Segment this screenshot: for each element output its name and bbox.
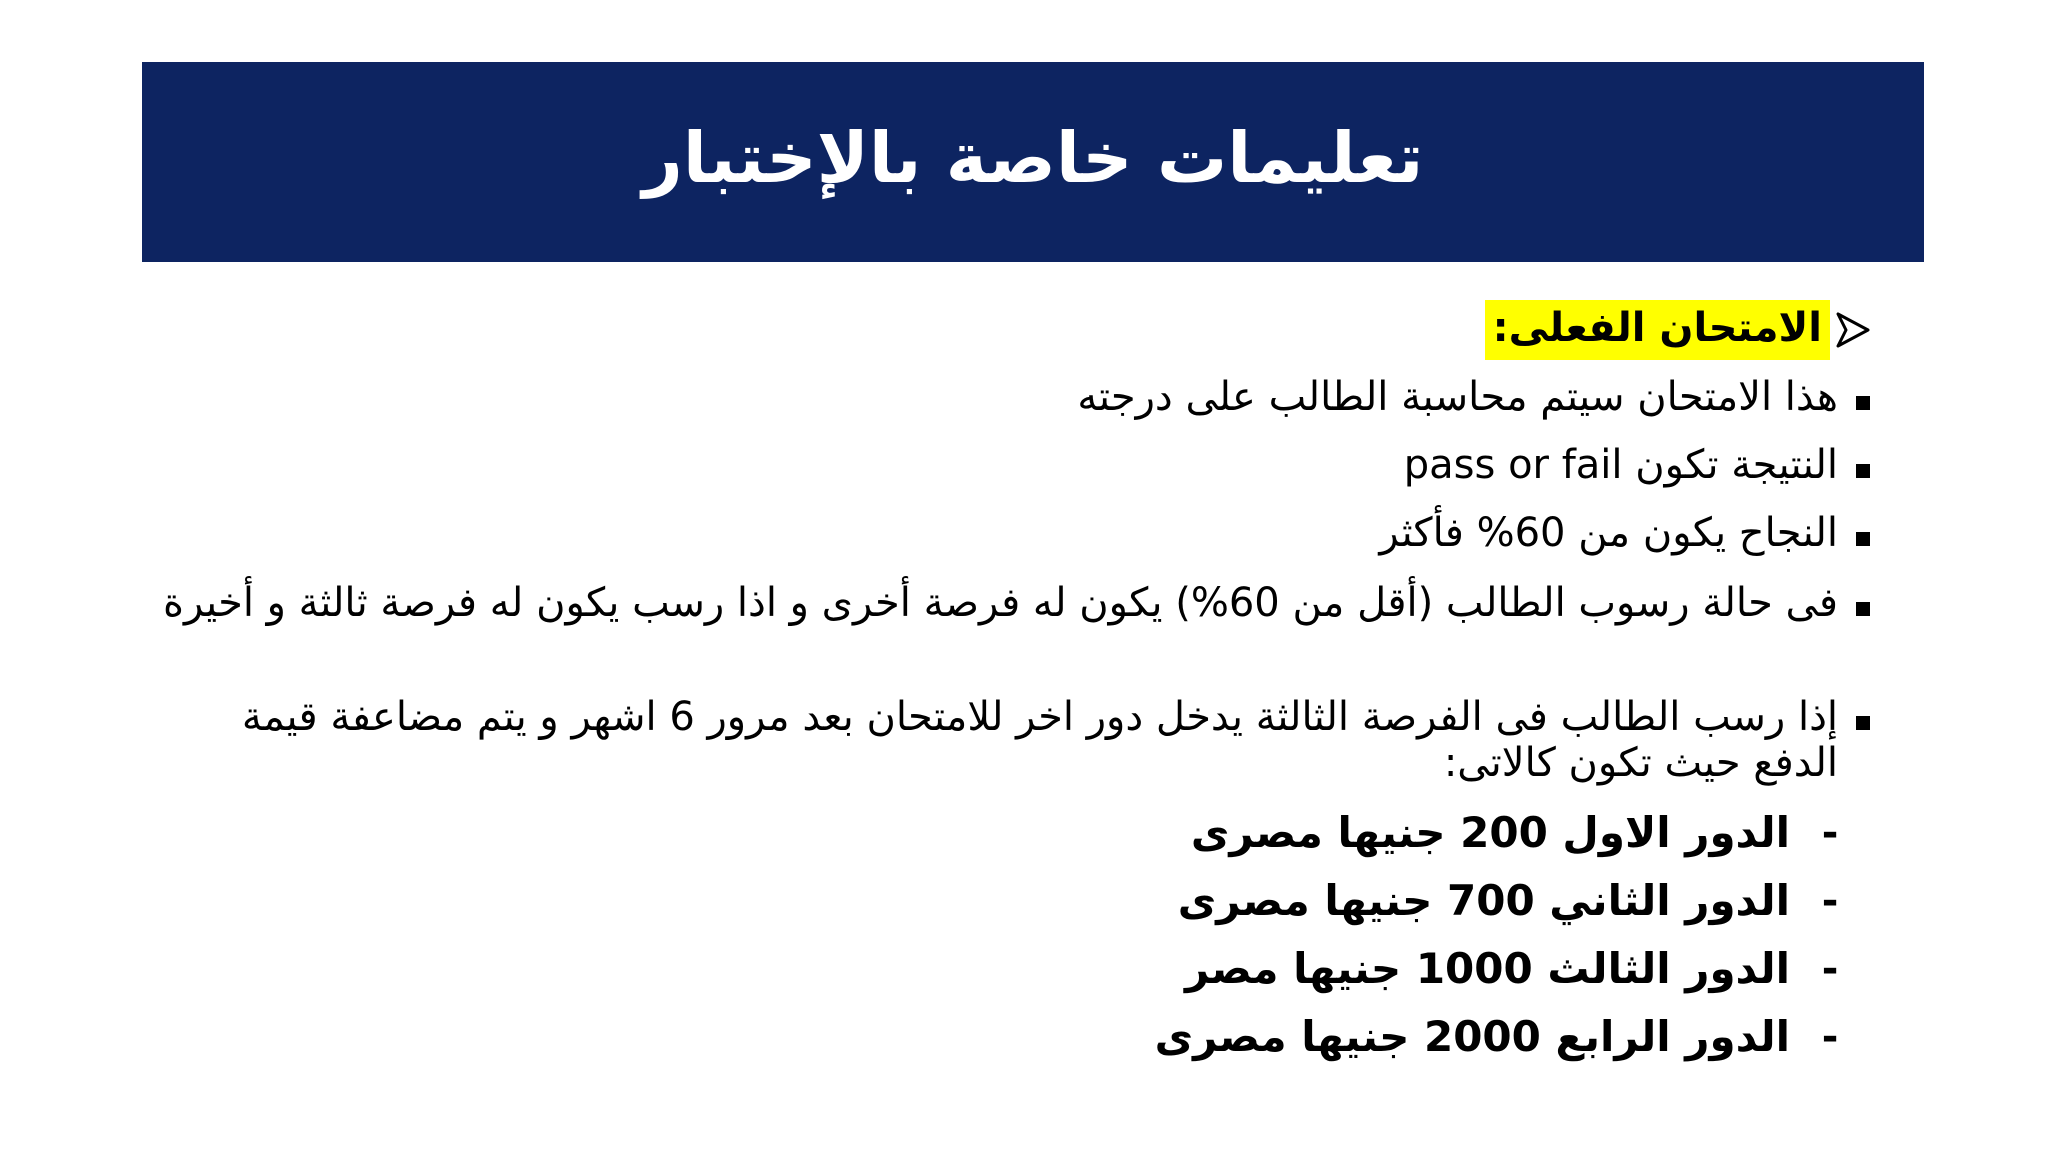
bullet-text: النتيجة تكون pass or fail <box>1403 442 1838 488</box>
square-bullet-icon <box>1856 464 1870 478</box>
bullet-item <box>1404 442 1870 488</box>
bullet-text: إذا رسب الطالب فى الفرصة الثالثة يدخل دور اخر للامتحان بعد مرور 6 اشهر و يتم مضاعفة قيمة الدفع حيث تكون كالاتى: <box>241 694 1838 786</box>
bullet-text: فى حالة رسوب الطالب (أقل من 60%) يكون له فرصة أخرى و اذا رسب يكون له فرصة ثالثة و أخيرة <box>163 580 1838 626</box>
bullet-text: هذا الامتحان سيتم محاسبة الطالب على درجته <box>1077 374 1838 420</box>
fee-text: الدور الاول 200 جنيها مصرى <box>1190 808 1790 857</box>
square-bullet-icon <box>1856 602 1870 616</box>
dash-marker: - <box>1821 877 1839 924</box>
dash-marker: - <box>1821 945 1839 992</box>
slide-title: تعليمات خاصة بالإختبار <box>642 117 1424 199</box>
bullet-item <box>150 694 1870 786</box>
bullet-item <box>1379 510 1870 556</box>
bullet-item <box>150 580 1870 626</box>
bullet-item <box>1077 374 1870 420</box>
fee-text: الدور الثالث 1000 جنيها مصر <box>1184 944 1790 993</box>
fee-item <box>1185 944 1850 993</box>
fee-item <box>1191 808 1850 857</box>
slide-content <box>150 0 1870 1152</box>
fee-item <box>1178 876 1850 925</box>
square-bullet-icon <box>1856 396 1870 410</box>
arrow-bullet-icon <box>1834 310 1870 350</box>
fee-text: الدور الرابع 2000 جنيها مصرى <box>1154 1012 1790 1061</box>
dash-marker: - <box>1821 809 1839 856</box>
square-bullet-icon <box>1856 532 1870 546</box>
fee-item <box>1155 1012 1850 1061</box>
bullet-text: النجاح يكون من 60% فأكثر <box>1379 510 1838 556</box>
fee-text: الدور الثاني 700 جنيها مصرى <box>1177 876 1790 925</box>
dash-marker: - <box>1821 1013 1839 1060</box>
section-heading-row <box>1485 300 1870 360</box>
section-heading: الامتحان الفعلى: <box>1485 300 1830 360</box>
square-bullet-icon <box>1856 716 1870 730</box>
